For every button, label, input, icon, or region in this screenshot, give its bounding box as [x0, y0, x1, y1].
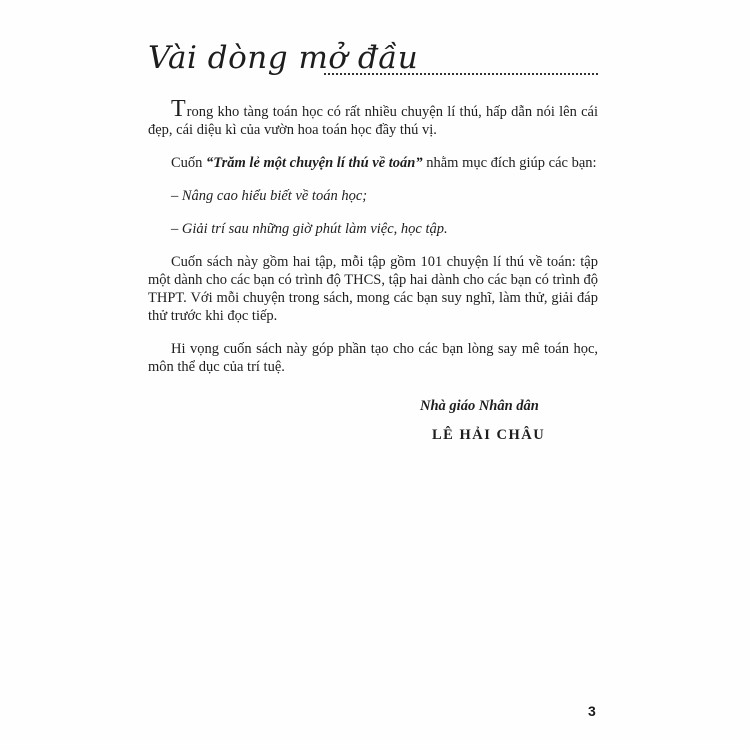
signature-name: LÊ HẢI CHÂU	[432, 427, 546, 443]
heading-dotted-rule	[324, 73, 598, 75]
goal-item-2: – Giải trí sau những giờ phút làm việc, học tập.	[171, 221, 448, 237]
section-heading	[148, 40, 598, 82]
signature-block	[420, 398, 545, 444]
hope-paragraph: Hi vọng cuốn sách này góp phần tạo cho các bạn lòng say mê toán học, môn thể dục của trí tuệ.	[148, 341, 598, 375]
purpose-paragraph	[148, 154, 598, 172]
preface-body	[148, 96, 598, 376]
book-title: “Trăm lẻ một chuyện lí thú về toán”	[206, 155, 423, 171]
page-number: 3	[588, 703, 596, 719]
purpose-prefix: Cuốn	[171, 155, 207, 171]
drop-cap: T	[171, 96, 187, 122]
heading-title: Vài dòng mở đầu	[148, 40, 419, 76]
goal-item-1: – Nâng cao hiểu biết về toán học;	[171, 188, 368, 204]
structure-paragraph: Cuốn sách này gồm hai tập, mỗi tập gồm 101 chuyện lí thú về toán: tập một dành cho các bạn có trình độ THCS, tập hai dành cho các bạn có trình độ THPT. Với mỗi chuyện trong sách, mong các bạn suy nghĩ, làm thử, giải đáp thử trước khi đọc tiếp.	[148, 254, 598, 324]
intro-text: rong kho tàng toán học có rất nhiều chuyện lí thú, hấp dẫn nói lên cái đẹp, cái diệu kì của vườn hoa toán học đầy thú vị.	[148, 104, 598, 138]
purpose-suffix: nhằm mục đích giúp các bạn:	[422, 155, 597, 171]
intro-paragraph	[148, 96, 598, 139]
signature-role: Nhà giáo Nhân dân	[420, 398, 539, 414]
